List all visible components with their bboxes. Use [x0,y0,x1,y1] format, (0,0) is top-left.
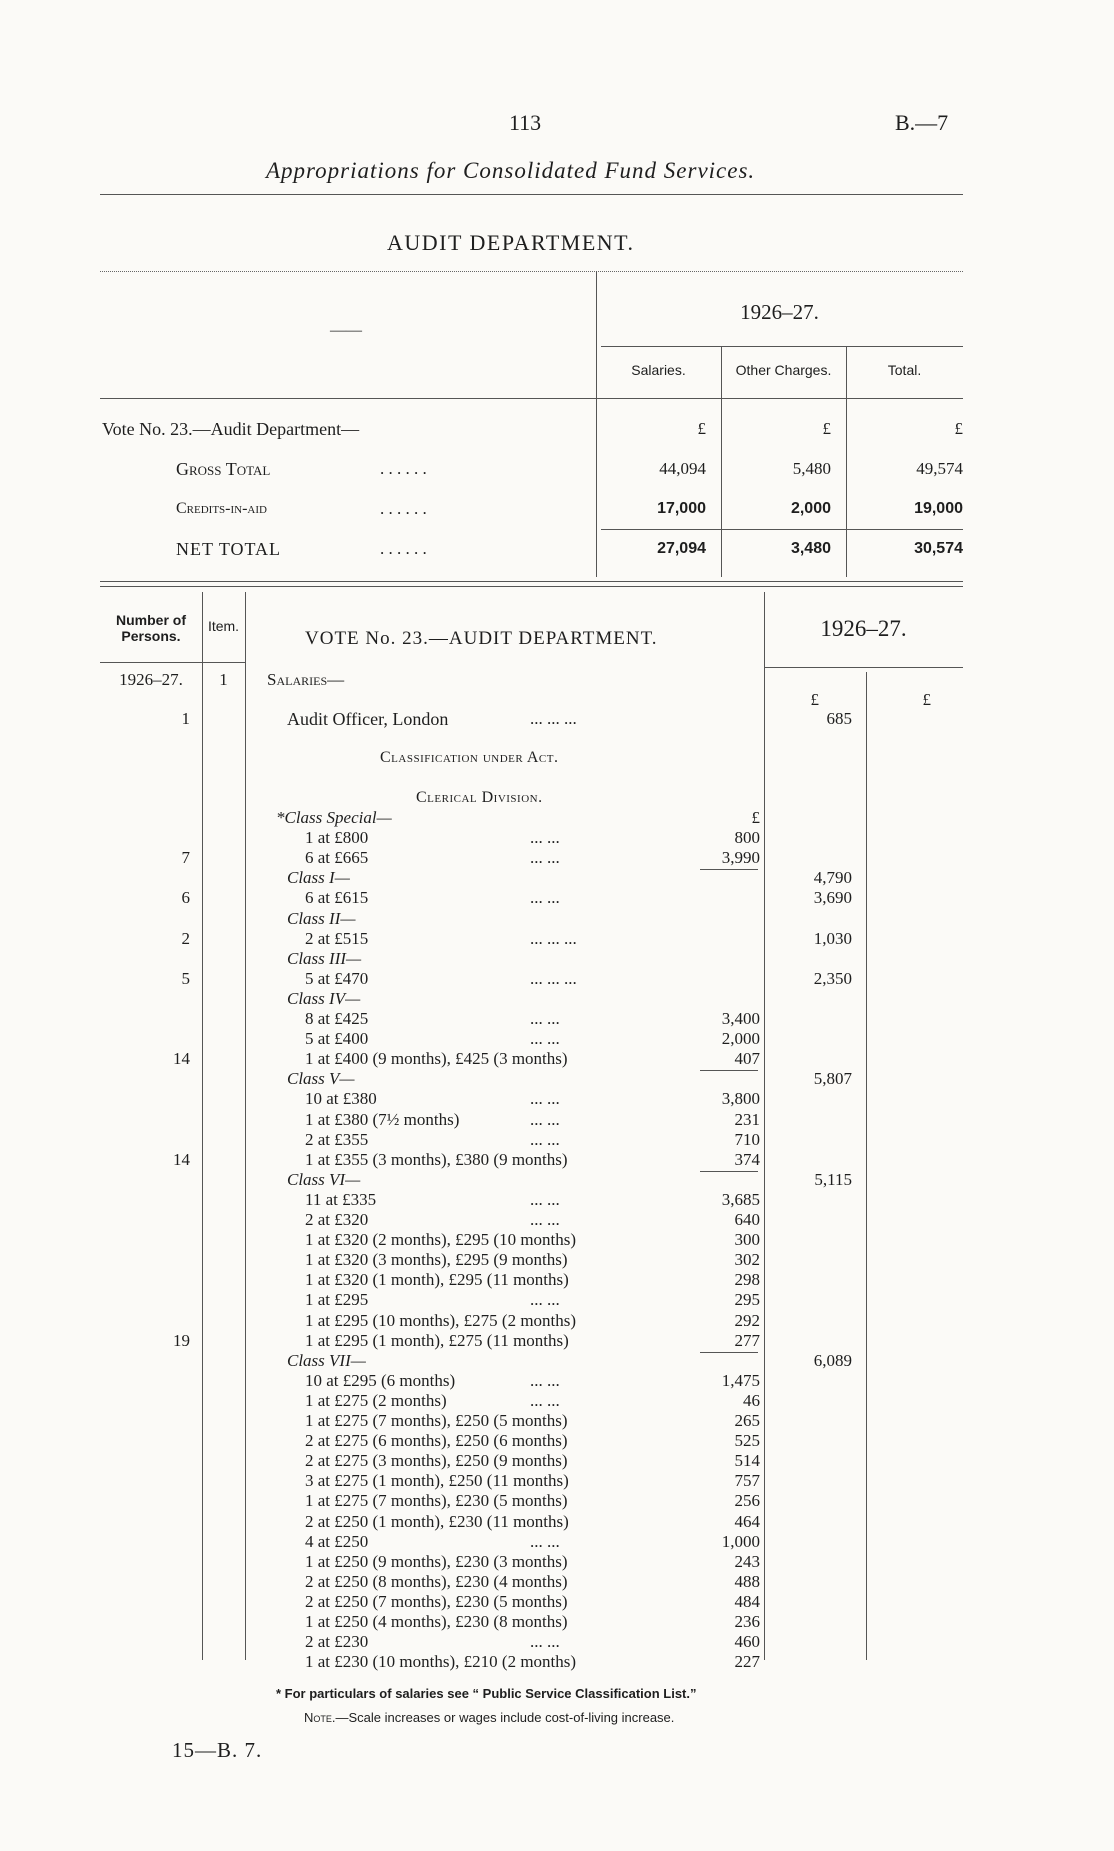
salaries-heading: Salaries— [267,670,345,689]
salary-line-row [0,1049,1114,1069]
row-amount: 227 [734,1652,760,1671]
salary-line-row [0,1270,1114,1290]
gross-total-label: Gross Total [176,459,271,479]
row-amount: 3,685 [721,1190,760,1209]
row-amount: 295 [734,1290,760,1309]
salary-line-row [0,1451,1114,1471]
gross-total-other: 5,480 [792,459,831,478]
salary-line-label: 5 at £470 [305,969,369,988]
row-amount: 484 [734,1592,760,1611]
row-amount: 300 [734,1230,760,1249]
header-rule [100,194,963,195]
salary-line-label: 2 at £250 (7 months), £230 (5 months) [305,1592,568,1611]
col-other-charges: Other Charges. [735,362,832,378]
row-amount: £ [751,808,760,827]
salary-line-row [0,1471,1114,1491]
row-amount: 514 [734,1451,760,1470]
gross-total-salaries: 44,094 [659,459,706,478]
leader-dots: ... ... [530,1009,560,1028]
class-heading-row [0,1170,1114,1190]
row-persons: 14 [173,1049,190,1068]
salary-line-row [0,1431,1114,1451]
salary-line-label: 2 at £230 [305,1632,369,1651]
salary-line-label: 1 at £355 (3 months), £380 (9 months) [305,1150,568,1169]
department-title: AUDIT DEPARTMENT. [387,230,635,255]
row-amount: 374 [734,1150,760,1169]
row-amount: 488 [734,1572,760,1591]
leader-dots: ... ... ... [530,929,577,948]
class-heading-label: Class VI— [287,1170,361,1189]
salary-line-row [0,1391,1114,1411]
salary-line-label: 1 at £320 (3 months), £295 (9 months) [305,1250,568,1269]
credits-in-aid-total: 19,000 [914,500,963,517]
leader-dots: ... ... [530,1632,560,1651]
class-heading-row [0,989,1114,1009]
net-total-total: 30,574 [914,540,963,557]
asterisk-footnote: * For particulars of salaries see “ Public Service Classification List.” [276,1686,697,1701]
leader-dots: ... ... [530,1371,560,1390]
row-amount: 1,475 [721,1371,760,1390]
row-amount: 302 [734,1250,760,1269]
row-subtotal: 3,690 [813,888,852,907]
amount-head-rule [764,667,963,668]
salary-line-label: 1 at £380 (7½ months) [305,1110,460,1129]
row-persons: 5 [181,969,190,988]
salary-line-label: 2 at £515 [305,929,369,948]
summary-top-rule [100,271,963,272]
salary-line-label: 6 at £665 [305,848,369,867]
leader-dots: ... ... [530,1210,560,1229]
row-subtotal: 5,807 [813,1069,852,1088]
salary-line-label: 3 at £275 (1 month), £250 (11 months) [305,1471,569,1490]
audit-officer-amount: 685 [826,709,852,728]
currency-col-a: £ [810,690,819,709]
salary-line-row [0,1491,1114,1511]
item-number: 1 [219,670,228,689]
salary-line-label: 2 at £275 (3 months), £250 (9 months) [305,1451,568,1470]
salary-line-row [0,1632,1114,1652]
head-item: Item. [207,618,240,634]
salary-line-label: 1 at £320 (1 month), £295 (11 months) [305,1270,569,1289]
salary-line-row [0,848,1114,868]
class-heading-row [0,909,1114,929]
leader-dots: ... ... [530,1089,560,1108]
row-subtotal: 1,030 [813,929,852,948]
summary-header-rule [100,398,963,399]
class-heading-row [0,868,1114,888]
row-persons: 19 [173,1331,190,1350]
net-total-dots: . . . . . . [380,539,427,558]
class-heading-row [0,808,1114,828]
row-amount: 460 [734,1632,760,1651]
salary-line-label: 2 at £250 (1 month), £230 (11 months) [305,1512,569,1531]
row-amount: 640 [734,1210,760,1229]
credits-in-aid-dots: . . . . . . [380,499,427,518]
row-amount: 1,000 [721,1532,760,1551]
salary-line-label: 10 at £295 (6 months) [305,1371,456,1390]
row-amount: 236 [734,1612,760,1631]
class-heading-label: Class I— [287,868,350,887]
salary-line-row [0,1250,1114,1270]
credits-in-aid-other: 2,000 [790,500,831,517]
salary-line-label: 11 at £335 [305,1190,377,1209]
document-reference: B.—7 [895,110,949,135]
salary-line-row [0,1230,1114,1250]
row-persons: 2 [181,929,190,948]
page-number: 113 [509,110,542,135]
row-subtotal: 5,115 [814,1170,852,1189]
leader-dots: ... ... [530,888,560,907]
salary-line-row [0,1612,1114,1632]
classification-heading: Classification under Act. [380,749,559,766]
row-amount: 3,800 [721,1089,760,1108]
salary-line-row [0,1029,1114,1049]
salary-line-row [0,1110,1114,1130]
leader-dots: ... ... [530,1029,560,1048]
currency-total: £ [954,419,963,438]
salary-line-label: 10 at £380 [305,1089,377,1108]
persons-head-rule [100,662,245,663]
leader-dots: ... ... ... [530,969,577,988]
note-text: —Scale increases or wages include cost-of-living increase. [335,1710,675,1725]
row-amount: 3,400 [721,1009,760,1028]
salary-line-row [0,1009,1114,1029]
salary-line-row [0,1572,1114,1592]
net-total-rule [601,529,963,530]
salary-line-row [0,1290,1114,1310]
class-heading-row [0,1351,1114,1371]
salary-line-row [0,1371,1114,1391]
salary-line-label: 6 at £615 [305,888,369,907]
row-amount: 46 [743,1391,760,1410]
salary-line-row [0,969,1114,989]
salary-line-row [0,1331,1114,1351]
salary-line-label: 1 at £275 (7 months), £250 (5 months) [305,1411,568,1430]
row-amount: 710 [734,1130,760,1149]
leader-dots: ... ... [530,1190,560,1209]
audit-officer-dots: ... ... ... [530,709,577,728]
salary-line-label: 2 at £275 (6 months), £250 (6 months) [305,1431,568,1450]
class-heading-label: Class VII— [287,1351,366,1370]
audit-officer-persons: 1 [181,709,190,728]
persons-year: 1926–27. [119,670,183,689]
net-total-salaries: 27,094 [657,540,706,557]
row-amount: 407 [734,1049,760,1068]
audit-officer-label: Audit Officer, London [287,709,449,729]
class-heading-label: Class V— [287,1069,355,1088]
detail-year: 1926–27. [820,616,907,641]
summary-blank-dash: —— [330,322,362,339]
salary-line-label: 4 at £250 [305,1532,369,1551]
class-heading-row [0,949,1114,969]
leader-dots: ... ... [530,1110,560,1129]
col-salaries: Salaries. [631,362,686,378]
salary-line-label: 1 at £275 (7 months), £230 (5 months) [305,1491,568,1510]
col-total: Total. [887,362,922,378]
row-persons: 6 [181,888,190,907]
row-amount: 2,000 [721,1029,760,1048]
row-subtotal: 2,350 [813,969,852,988]
salary-line-label: 1 at £230 (10 months), £210 (2 months) [305,1652,577,1671]
class-heading-label: Class II— [287,909,356,928]
row-amount: 256 [734,1491,760,1510]
leader-dots: ... ... [530,1290,560,1309]
salary-line-label: 2 at £320 [305,1210,369,1229]
vote-label: Vote No. 23.—Audit Department— [102,419,360,439]
gross-total-dots: . . . . . . [380,459,427,478]
running-title: Appropriations for Consolidated Fund Services. [266,158,756,183]
salary-line-label: 1 at £800 [305,828,369,847]
row-amount: 800 [734,828,760,847]
salary-line-row [0,1592,1114,1612]
class-heading-label: Class IV— [287,989,361,1008]
salary-line-label: 2 at £250 (8 months), £230 (4 months) [305,1572,568,1591]
salary-line-label: 8 at £425 [305,1009,369,1028]
row-persons: 14 [173,1150,190,1169]
note-footnote [304,1710,674,1725]
note-label: Note. [304,1710,336,1725]
division-heading: Clerical Division. [416,789,543,806]
leader-dots: ... ... [530,828,560,847]
net-total-other: 3,480 [790,540,831,557]
salary-line-row [0,1210,1114,1230]
salary-line-row [0,1150,1114,1170]
salary-line-row [0,1311,1114,1331]
row-amount: 265 [734,1411,760,1430]
salary-line-row [0,828,1114,848]
leader-dots: ... ... [530,1130,560,1149]
currency-other: £ [822,419,831,438]
salary-line-row [0,1411,1114,1431]
row-amount: 3,990 [721,848,760,867]
salary-line-label: 1 at £295 (10 months), £275 (2 months) [305,1311,577,1330]
row-amount: 757 [734,1471,760,1490]
credits-in-aid-label: Credits-in-aid [176,500,267,517]
leader-dots: ... ... [530,848,560,867]
salary-line-label: 1 at £295 (1 month), £275 (11 months) [305,1331,569,1350]
vote-title: VOTE No. 23.—AUDIT DEPARTMENT. [305,628,658,649]
leader-dots: ... ... [530,1532,560,1551]
gross-total-total: 49,574 [916,459,963,478]
detail-top-rule [100,586,963,587]
summary-year-rule [601,346,963,347]
salary-line-label: 1 at £295 [305,1290,369,1309]
summary-bottom-rule [100,581,963,582]
row-amount: 292 [734,1311,760,1330]
salary-line-row [0,929,1114,949]
row-amount: 277 [734,1331,760,1350]
currency-col-b: £ [922,690,931,709]
row-amount: 298 [734,1270,760,1289]
salary-line-row [0,1652,1114,1672]
salary-line-row [0,1089,1114,1109]
salary-line-label: 1 at £250 (4 months), £230 (8 months) [305,1612,568,1631]
row-amount: 243 [734,1552,760,1571]
printer-signature: 15—B. 7. [172,1738,263,1762]
salary-line-label: 1 at £275 (2 months) [305,1391,447,1410]
row-amount: 464 [734,1512,760,1531]
salary-line-row [0,1532,1114,1552]
class-heading-row [0,1069,1114,1089]
class-heading-label: *Class Special— [276,808,392,827]
salary-line-label: 5 at £400 [305,1029,369,1048]
row-subtotal: 4,790 [813,868,852,887]
credits-in-aid-salaries: 17,000 [657,500,706,517]
salary-line-row [0,1512,1114,1532]
row-subtotal: 6,089 [813,1351,852,1370]
salary-line-row [0,1552,1114,1572]
summary-year: 1926–27. [740,300,819,324]
salary-line-label: 1 at £320 (2 months), £295 (10 months) [305,1230,577,1249]
salary-line-label: 1 at £400 (9 months), £425 (3 months) [305,1049,568,1068]
salary-line-label: 1 at £250 (9 months), £230 (3 months) [305,1552,568,1571]
net-total-label: NET TOTAL [176,539,282,559]
row-amount: 231 [734,1110,760,1129]
head-number-of-persons: Number of Persons. [116,612,186,644]
salary-line-row [0,1130,1114,1150]
row-persons: 7 [181,848,190,867]
salary-line-label: 2 at £355 [305,1130,369,1149]
salary-line-row [0,1190,1114,1210]
row-amount: 525 [734,1431,760,1450]
salary-line-row [0,888,1114,908]
leader-dots: ... ... [530,1391,560,1410]
class-heading-label: Class III— [287,949,362,968]
currency-salaries: £ [697,419,706,438]
